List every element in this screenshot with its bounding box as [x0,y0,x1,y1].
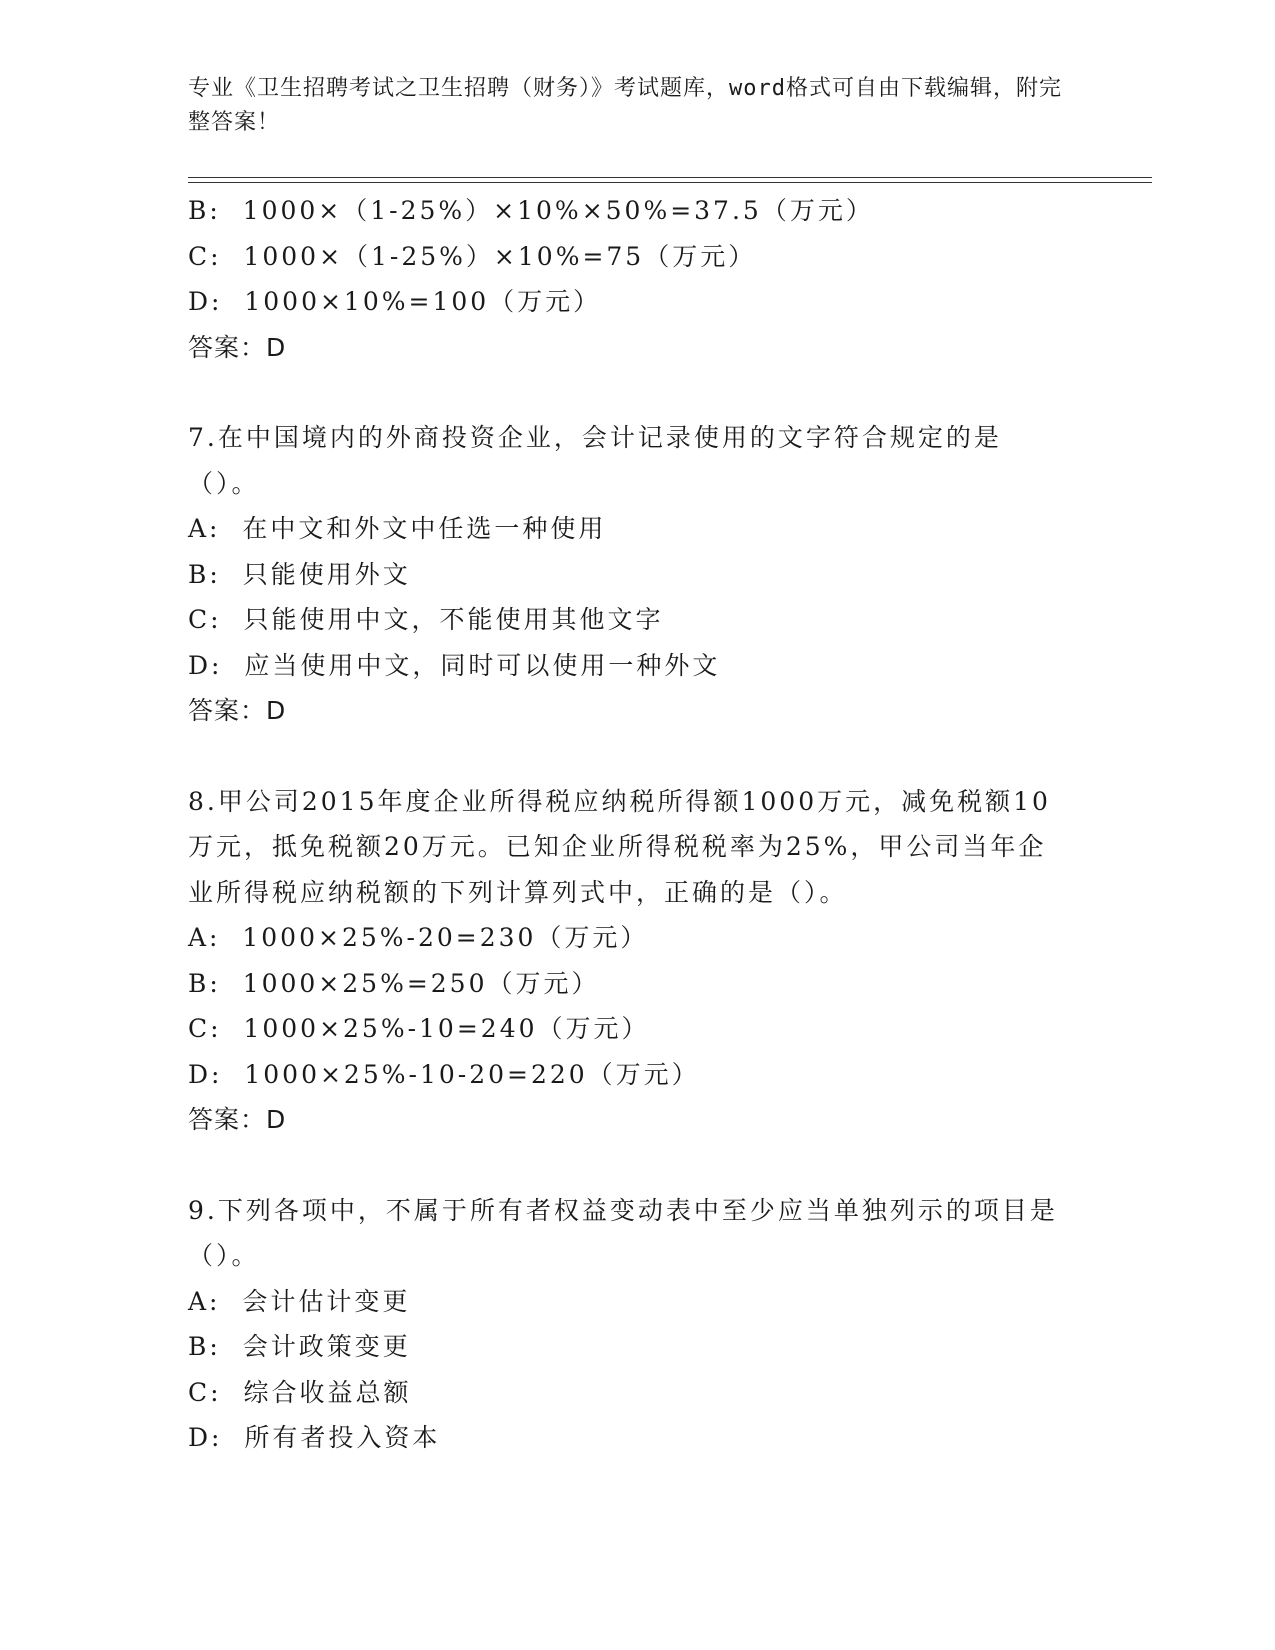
option-a: A: 1000×25%-20=230（万元） [188,923,649,952]
option-c: C: 综合收益总额 [188,1377,412,1407]
option-d: D: 应当使用中文，同时可以使用一种外文 [188,650,721,680]
answer-label: 答案：D [188,696,287,725]
option-c: C: 1000×25%-10=240（万元） [188,1014,650,1043]
option-d: D: 1000×25%-10-20=220（万元） [188,1059,700,1089]
option-b: B: 会计政策变更 [188,1332,411,1361]
option-c: C: 只能使用中文，不能使用其他文字 [188,605,664,634]
question-8-block [188,779,1068,1143]
option-a: A: 会计估计变更 [188,1286,411,1316]
option-c: C: 1000×（1-25%）×10%=75（万元） [188,241,757,271]
option-b: B: 只能使用外文 [188,559,411,589]
option-d: D: 1000×10%=100（万元） [188,287,602,316]
option-a: A: 在中文和外文中任选一种使用 [188,514,607,543]
option-b: B: 1000×（1-25%）×10%×50%=37.5（万元） [188,196,874,225]
document-header: 专业《卫生招聘考试之卫生招聘（财务）》考试题库，word格式可自由下载编辑，附完整答案！ [188,76,1062,135]
answer-label: 答案：D [188,1105,287,1134]
question-text: 9.下列各项中，不属于所有者权益变动表中至少应当单独列示的项目是（）。 [188,1195,1058,1270]
prev-question-block [188,188,1068,370]
question-text: 7.在中国境内的外商投资企业，会计记录使用的文字符合规定的是（）。 [188,423,1002,498]
option-b: B: 1000×25%=250（万元） [188,968,600,998]
question-9-block [188,1188,1068,1461]
question-list [188,188,1068,1461]
answer-label: 答案：D [188,332,287,362]
question-7-block [188,415,1068,734]
option-d: D: 所有者投入资本 [188,1423,441,1452]
header-rule-bottom [188,182,1152,183]
header-rule-top [188,177,1152,178]
question-text: 8.甲公司2015年度企业所得税应纳税所得额1000万元，减免税额10万元，抵免税额20万元。已知企业所得税税率为25%，甲公司当年企业所得税应纳税额的下列计算列式中，正确的是（）。 [188,786,1051,907]
